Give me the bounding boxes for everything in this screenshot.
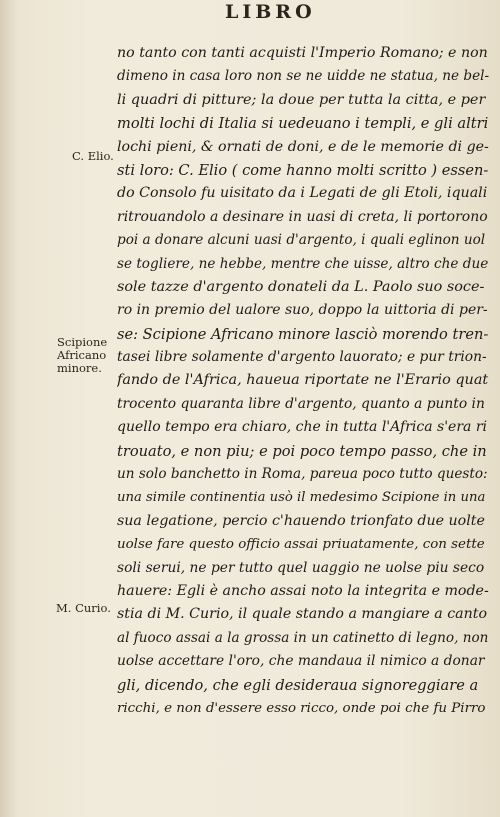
text-line: quello tempo era chiaro, che in tutta l'Africa s'era ri (117, 419, 487, 436)
text-line: do Consolo fu uisitato da i Legati de gli Etoli, iquali (117, 185, 488, 202)
body-text (117, 42, 489, 720)
text-line: sti loro: C. Elio ( come hanno molti scritto ) essen- (117, 161, 489, 179)
margin-note-scipione-line: minore. (57, 361, 102, 375)
text-line: al fuoco assai a la grossa in un catinetto di legno, non (117, 629, 489, 646)
text-line: fando de l'Africa, haueua riportate ne l'Erario quat (117, 372, 489, 389)
text-line: tasei libre solamente d'argento lauorato; e pur trion- (117, 349, 487, 366)
text-line: li quadri di pitture; la doue per tutta la citta, e per (117, 91, 486, 108)
text-line: lochi pieni, & ornati de doni, e de le memorie di ge- (117, 138, 489, 155)
text-line: uolse accettare l'oro, che mandaua il nimico a donar (117, 653, 485, 670)
margin-note-scipione-line: Africano (57, 348, 107, 362)
text-line: no tanto con tanti acquisti l'Imperio Romano; e non (117, 45, 488, 61)
margin-note-scipione (57, 336, 107, 375)
text-line: sole tazze d'argento donateli da L. Paolo suo soce- (117, 278, 485, 295)
text-line: un solo banchetto in Roma, pareua poco tutto questo: (117, 466, 488, 483)
text-line: uolse fare questo officio assai priuatamente, con sette (117, 537, 485, 553)
text-line: una simile continentia usò il medesimo Scipione in una (117, 490, 486, 506)
text-line: soli serui, ne per tutto quel uaggio ne uolse piu seco (117, 559, 485, 576)
running-head: LIBRO (225, 1, 316, 23)
text-line: hauere: Egli è ancho assai noto la integrita e mode- (117, 582, 489, 599)
margin-note-elio: C. Elio. (72, 149, 114, 163)
margin-note-curio: M. Curio. (56, 601, 111, 615)
text-line: gli, dicendo, che egli desideraua signoreggiare a (117, 676, 479, 694)
text-line: ricchi, e non d'essere esso ricco, onde poi che fu Pirro (117, 700, 486, 716)
text-line: trocento quaranta libre d'argento, quanto a punto in (117, 395, 485, 412)
text-line: ro in premio del ualore suo, doppo la uittoria di per- (117, 302, 488, 319)
text-line: stia di M. Curio, il quale stando a mangiare a canto (117, 606, 487, 623)
text-line: sua legatione, percio c'hauendo trionfato due uolte (117, 512, 485, 529)
text-line: dimeno in casa loro non se ne uidde ne statua, ne bel- (117, 68, 489, 85)
text-line: trouato, e non piu; e poi poco tempo passo, che in (117, 442, 487, 460)
text-line: se togliere, ne hebbe, mentre che uisse, altro che due (117, 255, 489, 272)
text-line: molti lochi di Italia si uedeuano i templi, e gli altri (117, 115, 489, 133)
text-line: se: Scipione Africano minore lasciò morendo tren- (117, 325, 489, 343)
margin-note-scipione-line: Scipione (57, 335, 108, 349)
text-line: ritrouandolo a desinare in uasi di creta, li portorono (117, 208, 488, 225)
binding-shadow (0, 0, 18, 817)
text-line: poi a donare alcuni uasi d'argento, i quali eglinon uol (117, 232, 486, 249)
